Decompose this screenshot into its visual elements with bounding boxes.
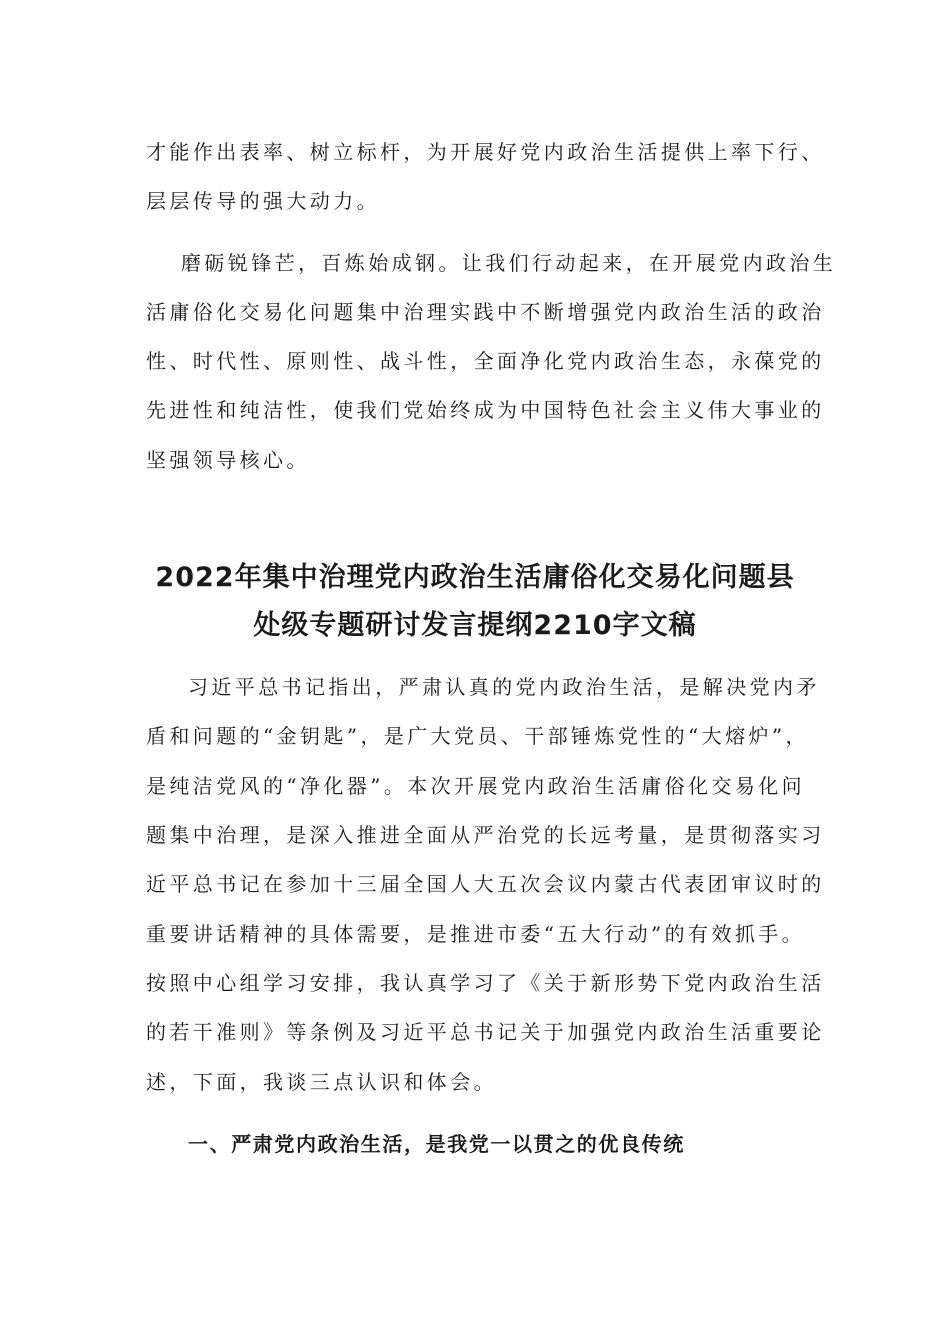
paragraph-line: 性、时代性、原则性、战斗性，全面净化党内政治生态，永葆党的: [146, 349, 825, 373]
paragraph-line: 按照中心组学习安排，我认真学习了《关于新形势下党内政治生活: [146, 971, 825, 995]
paragraph-line: 述，下面，我谈三点认识和体会。: [146, 1070, 497, 1094]
paragraph-line: 的若干准则》等条例及习近平总书记关于加强党内政治生活重要论: [146, 1020, 825, 1044]
paragraph-line: 是纯洁党风的“净化器”。本次开展党内政治生活庸俗化交易化问: [146, 774, 806, 798]
paragraph-line: 近平总书记在参加十三届全国人大五次会议内蒙古代表团审议时的: [146, 872, 825, 896]
section-heading: 一、严肃党内政治生活，是我党一以贯之的优良传统: [188, 1132, 685, 1156]
paragraph-line: 习近平总书记指出，严肃认真的党内政治生活，是解决党内矛: [188, 675, 820, 699]
paragraph-line: 磨砺锐锋芒，百炼始成钢。让我们行动起来，在开展党内政治生: [181, 251, 837, 275]
paragraph-line: 才能作出表率、树立标杆，为开展好党内政治生活提供上率下行、: [146, 140, 825, 164]
paragraph-line: 题集中治理，是深入推进全面从严治党的长远考量，是贯彻落实习: [146, 823, 825, 847]
paragraph-line: 盾和问题的“金钥匙”，是广大党员、干部锤炼党性的“大熔炉”，: [146, 724, 809, 748]
document-title-line-1: 2022年集中治理党内政治生活庸俗化交易化问题县: [155, 562, 795, 593]
paragraph-line: 坚强领导核心。: [146, 448, 310, 472]
paragraph-line: 重要讲话精神的具体需要，是推进市委“五大行动”的有效抓手。: [146, 922, 806, 946]
paragraph-line: 先进性和纯洁性，使我们党始终成为中国特色社会主义伟大事业的: [146, 398, 825, 422]
document-title-line-2: 处级专题研讨发言提纲2210字文稿: [253, 610, 697, 641]
paragraph-line: 活庸俗化交易化问题集中治理实践中不断增强党内政治生活的政治: [146, 300, 825, 324]
paragraph-line: 层层传导的强大动力。: [146, 189, 380, 213]
